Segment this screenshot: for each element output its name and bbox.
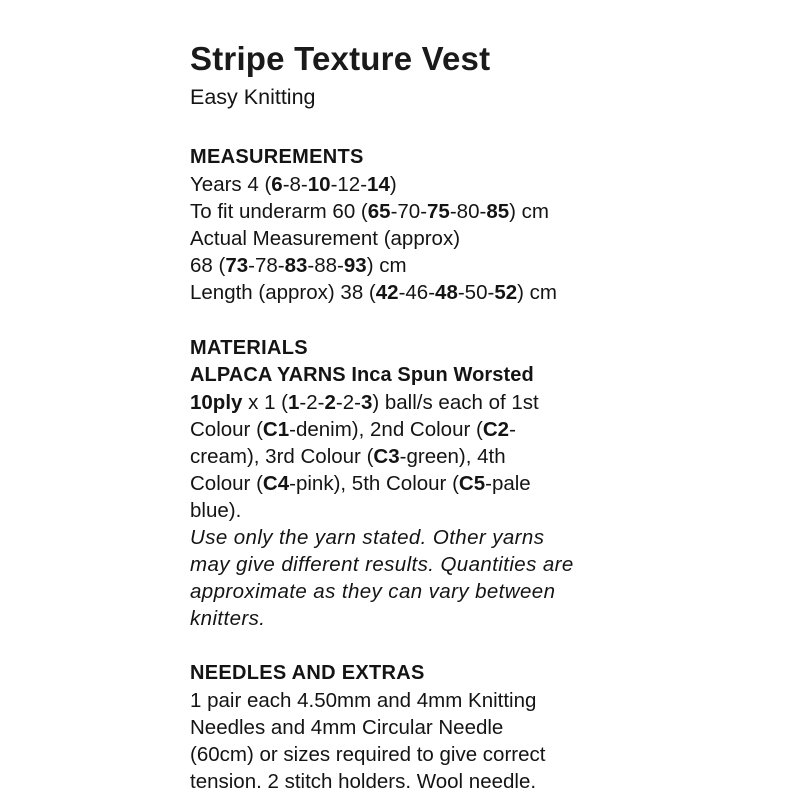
colour-line-2: cream), 3rd Colour (C3-green), 4th <box>190 445 506 468</box>
pattern-subtitle: Easy Knitting <box>190 85 316 109</box>
colour-line-3: Colour (C4-pink), 5th Colour (C5-pale <box>190 472 531 495</box>
measurement-actual: 68 (73-78-83-88-93) cm <box>190 254 407 277</box>
needles-line: (60cm) or sizes required to give correct <box>190 743 546 766</box>
needles-line: tension. 2 stitch holders. Wool needle. <box>190 770 537 793</box>
yarn-note-line: knitters. <box>190 607 266 630</box>
yarn-quantity: 10ply x 1 (1-2-2-2-3) ball/s each of 1st <box>190 391 539 414</box>
measurement-underarm: To fit underarm 60 (65-70-75-80-85) cm <box>190 200 549 223</box>
measurements-heading: MEASUREMENTS <box>190 146 364 168</box>
yarn-name: ALPACA YARNS Inca Spun Worsted <box>190 364 534 386</box>
measurement-years: Years 4 (6-8-10-12-14) <box>190 173 397 196</box>
needles-heading: NEEDLES AND EXTRAS <box>190 662 425 684</box>
colour-line-4: blue). <box>190 499 242 522</box>
pattern-title: Stripe Texture Vest <box>190 40 491 77</box>
materials-heading: MATERIALS <box>190 337 308 359</box>
yarn-note-line: may give different results. Quantities are <box>190 553 574 576</box>
yarn-note-line: Use only the yarn stated. Other yarns <box>190 526 545 549</box>
yarn-note-line: approximate as they can vary between <box>190 580 556 603</box>
measurement-actual-label: Actual Measurement (approx) <box>190 227 461 250</box>
needles-line: Needles and 4mm Circular Needle <box>190 716 504 739</box>
colour-line-1: Colour (C1-denim), 2nd Colour (C2- <box>190 418 516 441</box>
measurement-length: Length (approx) 38 (42-46-48-50-52) cm <box>190 281 557 304</box>
needles-line: 1 pair each 4.50mm and 4mm Knitting <box>190 689 537 712</box>
